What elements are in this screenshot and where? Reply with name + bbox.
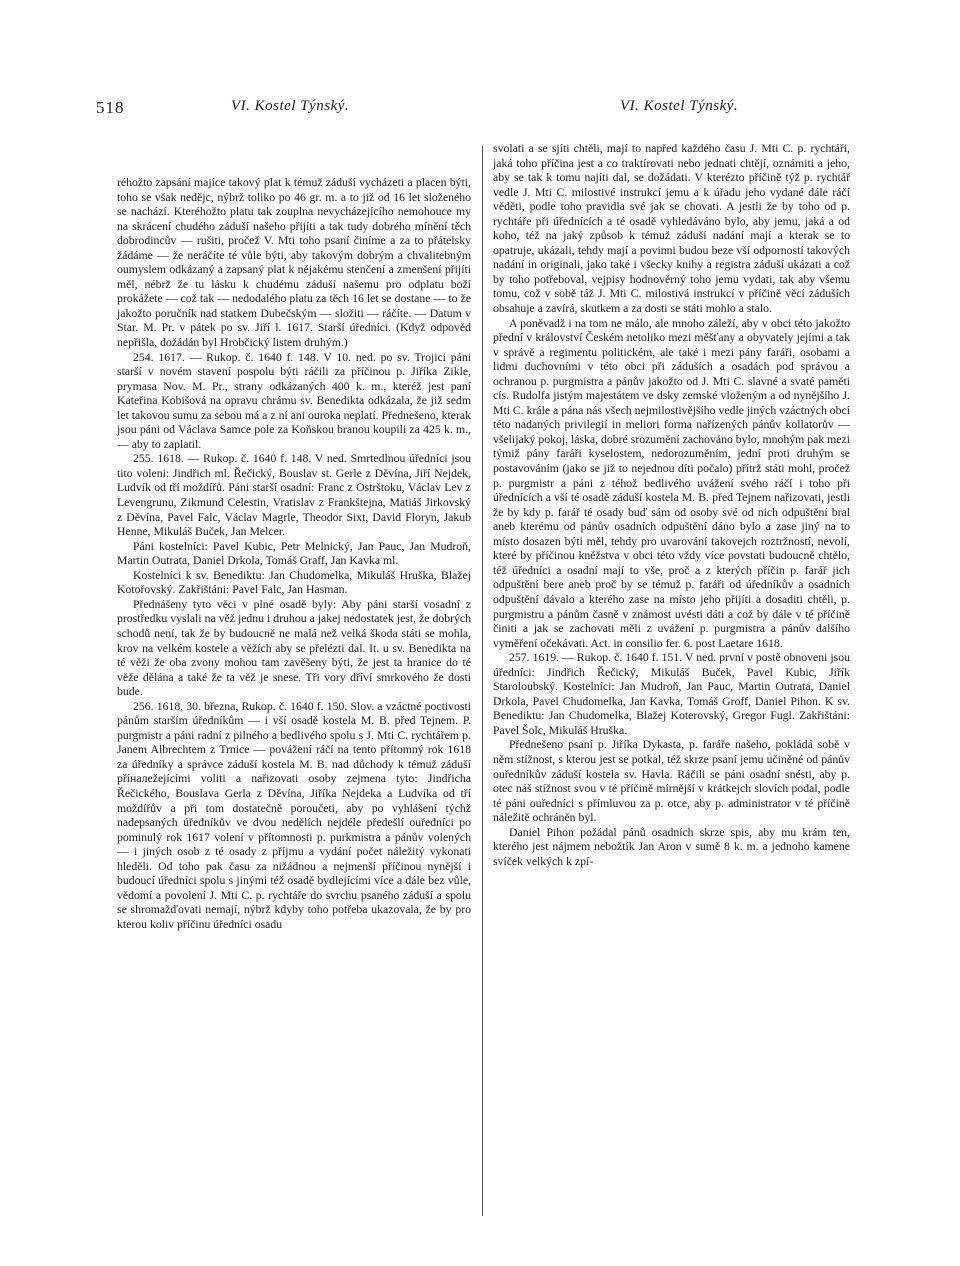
left-column-paragraph: réhožto zapsání majíce takový plat k témuž záduší vycházeti a placen býti, toho se však nedějc, nýbrž toliko po 46 gr. m. a to již od 16 let složeného se nachází. Kteréhožto platu tak zouplna nevycházejícího nemohouce my na skrácení chudého záduší našeho přijíti a tak tudy dobrého mínění těch dobrodincův — rušiti, pročež V. Mti toho psaní činíme a za to přátelsky žádáme — že neráčíte té vůle býti, aby takovým dobrým a chvalitebným oumyslem odkázaný a zapsaný plat k nějakému stenčení a zmenšení přijíti měl, nébrž že tu lásku k chudému záduší našemu pro odplatu boží prokážete — což tak — nedodalého platu za těch 16 let se dostane — to že jakožto poručník nad statkem Dubečským — složiti — ráčíte. — Datum v Star. M. Pr. v pátek po sv. Jiří l. 1617. Starší úředníci. (Když odpověd nepřišla, dožádán byl Hrobčický listem druhým.) <box>117 176 471 350</box>
left-column-paragraph: 254. 1617. — Rukop. č. 1640 f. 148. V 10. ned. po sv. Trojici páni starší v novém stavení pospolu býti ráčili za příčinou p. Jiříka Zikle, prymasa Nov. M. Pr., strany odkázaných 400 k. m., kteréž jest paní Kateřina Kobišová na opravu chrámu sv. Benedikta odkázala, že již sedm let takovou sumu za sebou má a z ní ani ouroka neplatí. Přednešeno, kterak jsou páni od Václava Samce pole za Koňskou branou koupili za 425 k. m., — aby to zaplatil. <box>117 350 471 451</box>
column-divider <box>482 146 483 1216</box>
running-head-right: VI. Kostel Týnský. <box>620 98 739 114</box>
right-column-paragraph: 257. 1619. — Rukop. č. 1640 f. 151. V ned. první v postě obnoveni jsou úředníci: Jindřich Řečický, Mikuláš Buček, Pavel Kubic, Jiřík Staroloubský. Kostelníci: Jan Mudroň, Jan Pauc, Martin Outrata, Daniel Drkola, Pavel Chudomelka, Jan Kavka, Tomáš Groff, Daniel Pihon. K sv. Benediktu: Jan Chudomelka, Blažej Koterovský, Gregor Fugl. Zakřištáni: Pavel Šolc, Mikuláš Hruška. <box>493 651 850 737</box>
left-column-paragraph: 255. 1618. — Rukop. č. 1640 f. 148. V ned. Smrtedlnou úředníci jsou tito voleni: Jindřich ml. Řečický, Bouslav st. Gerle z Děvína, Jiří Nejdek, Ludvík od tří moždířů. Páni starší osadní: Franc z Ostrštoku, Václav Lev z Levengrunu, Zikmund Celestin, Vratislav z Frankštejna, Matiáš Jirkovský z Děvína, Pavel Falc, Václav Magrle, Theodor Sixt, David Floryn, Jakub Henne, Mikuláš Buček, Jan Melcer. <box>117 452 471 539</box>
right-column-paragraph: Přednešeno psaní p. Jiříka Dykasta, p. faráře našeho, pokládá sobě v něm stížnost, s kterou jest se potkal, též skrze psaní jemu učiněné od pánův ouředníkův záduší kostela sv. Havla. Ráčili se páni osadní snésti, aby p. otec náš stížnost svou v té příčině mírnější v krátkejch slovích podal, podle té páni ouředníci s přímluvou za p. otce, aby p. administrator v té příčině náležitě ochráněn byl. <box>493 738 850 825</box>
page-number: 518 <box>96 98 125 117</box>
right-column <box>493 142 850 869</box>
running-head-left: VI. Kostel Týnský. <box>231 98 350 114</box>
right-column-paragraph: Daniel Pihon požádal pánů osadních skrze spis, aby mu krám ten, kterého jest nájmem nebožtík Jan Aron v sumě 8 k. m. a jednoho kamene svíček velkých k zpí- <box>493 825 850 868</box>
left-column <box>117 176 471 932</box>
right-column-paragraph: A poněvadž i na tom ne málo, ale mnoho záleží, aby v obci této jakožto přední v království Českém netoliko mezi měšťany a obyvately jejími a tak v správě a regimentu politickém, ale také i mezi pány faráři, osobami a lidmi duchovními v této obci při záduších a osadách pod správou a ochranou p. purgmistra a pánův jakožto od J. Mti C. slavné a svaté paměti cís. Rudolfa jistým majestátem ve dsky zemské vloženým a od nynějšího J. Mti C. krále a pána nás všech nejmilostivějšího vedle jiných vzáctných obcí této nadaných privilegií in meliori forma nařízených pánův kollatorův — všelijaký pokoj, láska, dobré srozumění zachováno bylo, mnohým pak mezi týmiž pány faráři kyselostem, nedorozuměním, jední proti druhým se postavováním (jako se již to nejednou díti počalo) přítrž státi mohl, pročež p. purgmistr a páni z téhož bedlivého uvážení svého ráčí i toho při úřednících a vší té osadě záduší kostela M. B. před Tejnem nařizovati, jestli že by kdy p. farář té osady buď sám od osoby své od nich odpuštění bral aneb kterému od pánův osadních odpuštění dáno bylo a zase jiný na to místo dosazen býti měl, tehdy pro uvarování takovejch roztržností, nevolí, které by příčinou kněžstva v obci této vždy více povstati budoucně chtělo, též úředníci a osadní mají to vše, proč a z kterých příčin p. farář jich odpuštění bere aneb proč by se témuž p. faráři od úředníkův a osadních odpuštění dávalo a kterého zase na místo jeho přijíti a dosaditi chtěli, p. purgmistru a pánům časně v známost uvésti dáti a což by dále v té příčině činiti a jak se zachovati měli z uvážení p. purgmistra a pánův dalšího vyměření očekávati. Act. in consilio fer. 6. post Laetare 1618. <box>493 316 850 650</box>
left-column-paragraph: Kostelníci k sv. Benediktu: Jan Chudomelka, Mikuláš Hruška, Blažej Kotořovský. Zakřištáni: Pavel Falc, Jan Hasman. <box>117 568 471 597</box>
page-header <box>0 98 960 124</box>
left-column-paragraph: 256. 1618, 30. března, Rukop. č. 1640 f. 150. Slov. a vzáctné poctivosti pánům starším úředníkům — i vší osadě kostela M. B. před Tejnem. P. purgmistr a páni radní z pilného a bedlivého spolu s J. Mti C. rychtářem p. Janem Albrechtem z Trnice — povážení ráčí na tento přítomný rok 1618 za úředníky a správce záduší kostela M. B. nad důchody k témuž záduší příналežejícími voliti a nařizovati osoby zejmena tyto: Jindřicha Řečického, Bouslava Gerla z Děvína, Jiříka Nejdeka a Ludvíka od tří moždířův a při tom dostatečně poroučeti, aby po vyhlášení týchž nadepsaných úředníkův ve dvou nedělích nejdéle předešlí ouředníci po pominulý rok 1617 volení v přítomnosti p. purkmistra a pánův volených — i jiných osob z té osady z příjmu a vydání počet náležitý vykonati hleděli. Od toho pak času za nižádnou a nejmenší příčinou nynější i budoucí úředníci spolu s jinými též osadě bydlejícími více a dále bez vůle, vědomí a povolení J. Mti C. p. rychtáře do svrchu psaného záduší a spolu se shromažďovati nemají, nýbrž kdyby toho potřeba ukazovala, že by pro kterou koliv příčinu úředníci osadu <box>117 699 471 931</box>
right-column-paragraph: svolati a se sjíti chtěli, mají to napřed každého času J. Mti C. p. rychtáři, jaká toho příčina jest a co traktírovati nebo jednati chtějí, oznámiti a jeho, aby se tak k tomu najíti dal, se dožádati. V kterézto příčině týž p. rychtář vedle J. Mti C. milostivé instrukcí jemu a k úřadu jeho vydané dále ráčí věděti, podle toho pravidla své jak se chovati. A jestli že by toho od p. rychtáře při úřednících a té osadě vyhledáváno bylo, aby jemu, jaká a od koho, též na jaký způsob k témuž záduší nadání mají a kterak se to opatruje, ukázali, tehdy mají a povinni budou beze vší odporností takových nadání in originali, jako také i všecky knihy a registra záduší ukázati a což by toho potřeboval, vejpisy hodnověrný toho jemu vydati, tak aby všemu tomu, což v sobě táž J. Mti C. milostivá instrukcí v příčině věcí záduších obsahuje a zavírá, skutkem a za dosti se státi mohlo a stalo. <box>493 142 850 316</box>
left-column-paragraph: Páni kostelníci: Pavel Kubic, Petr Melnický, Jan Pauc, Jan Mudroň, Martin Outrata, Daniel Drkola, Tomáš Graff, Jan Kavka ml. <box>117 539 471 568</box>
left-column-paragraph: Přednášeny tyto věci v plné osadě byly: Aby páni starší vosadní z prostředku vyslali na věž jednu i druhou a jakej nedostatek jest, že dobrých schodů není, tak že by budoucně ne malá než velká škoda státi se mohla, krov na velkém kostele a věžích aby se přelézti dal. It. u sv. Benedikta na té věži že oba zvony mohou tam zavěšeny býti, že jest ta hranice do té věže dělána a také že ta věž je snese. Tři vory dříví smrkového že dosti bude. <box>117 597 471 699</box>
